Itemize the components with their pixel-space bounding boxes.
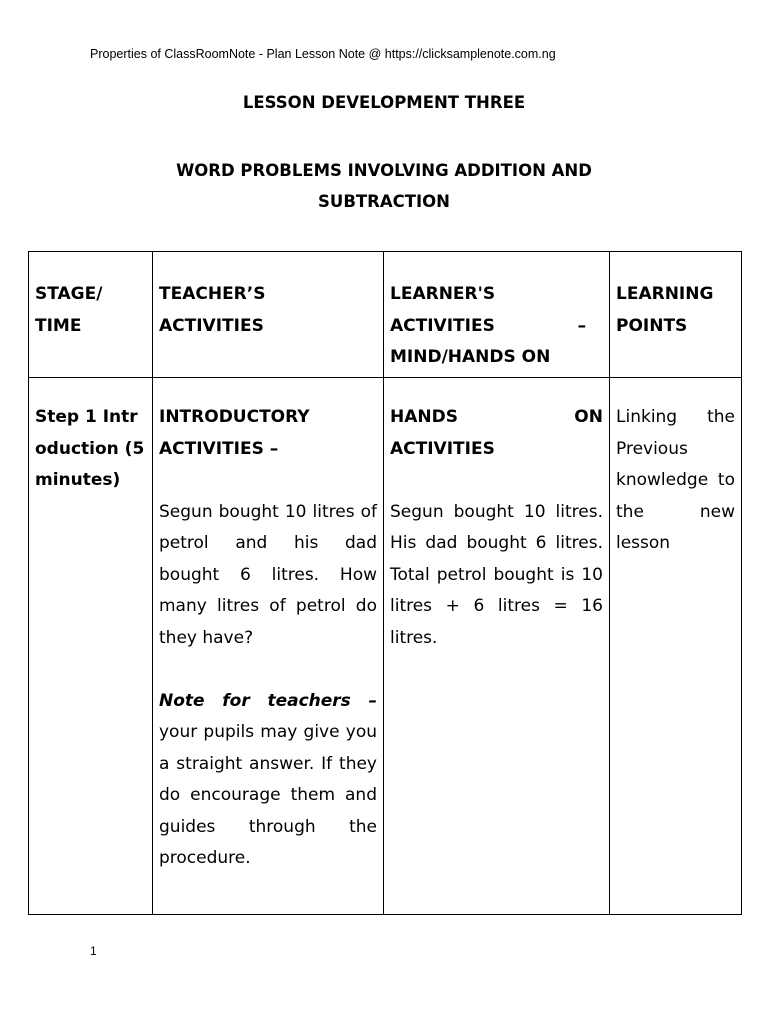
learning-points-cell: Linking the Previous knowledge to the new lesson — [610, 378, 742, 915]
learner-activities-cell — [384, 378, 610, 915]
teacher-problem-text: Segun bought 10 litres of petrol and his dad bought 6 litres. How many litres of petrol do they have? — [159, 501, 377, 648]
page-header: Properties of ClassRoomNote - Plan Lesson Note @ https://clicksamplenote.com.ng — [90, 47, 556, 61]
teacher-heading-line-1: INTRODUCTORY — [159, 407, 310, 427]
lesson-topic — [0, 155, 768, 217]
teacher-note — [159, 686, 377, 875]
header-teacher-activities: TEACHER’S ACTIVITIES — [153, 252, 384, 378]
page-number: 1 — [90, 944, 97, 958]
stage-cell: Step 1 Introduction (5 minutes) — [29, 378, 153, 915]
header-stage-time: STAGE/ TIME — [29, 252, 153, 378]
teacher-heading-line-2: ACTIVITIES – — [159, 438, 279, 459]
page-title: LESSON DEVELOPMENT THREE — [242, 93, 526, 112]
table-row — [29, 378, 742, 915]
learner-solution-text: Segun bought 10 litres. His dad bought 6 litres. Total petrol bought is 10 litres + 6 litres = 16 litres. — [390, 501, 603, 648]
header-learner-activities: LEARNER'S ACTIVITIES – MIND/HANDS ON — [384, 252, 610, 378]
header-learning-points: LEARNING POINTS — [610, 252, 742, 378]
learner-heading-line-2: ACTIVITIES — [390, 438, 495, 459]
note-body: your pupils may give you a straight answer. If they do encourage them and guides through the procedure. — [159, 722, 377, 868]
lesson-table — [28, 251, 742, 915]
teacher-activities-cell — [153, 378, 384, 915]
lesson-topic-line-2: SUBTRACTION — [318, 192, 450, 211]
lesson-topic-line-1: WORD PROBLEMS INVOLVING ADDITION AND — [176, 161, 592, 180]
learner-heading-line-1: HANDS ON — [390, 407, 603, 427]
note-label: Note for teachers – — [159, 690, 377, 711]
table-header-row — [29, 252, 742, 378]
